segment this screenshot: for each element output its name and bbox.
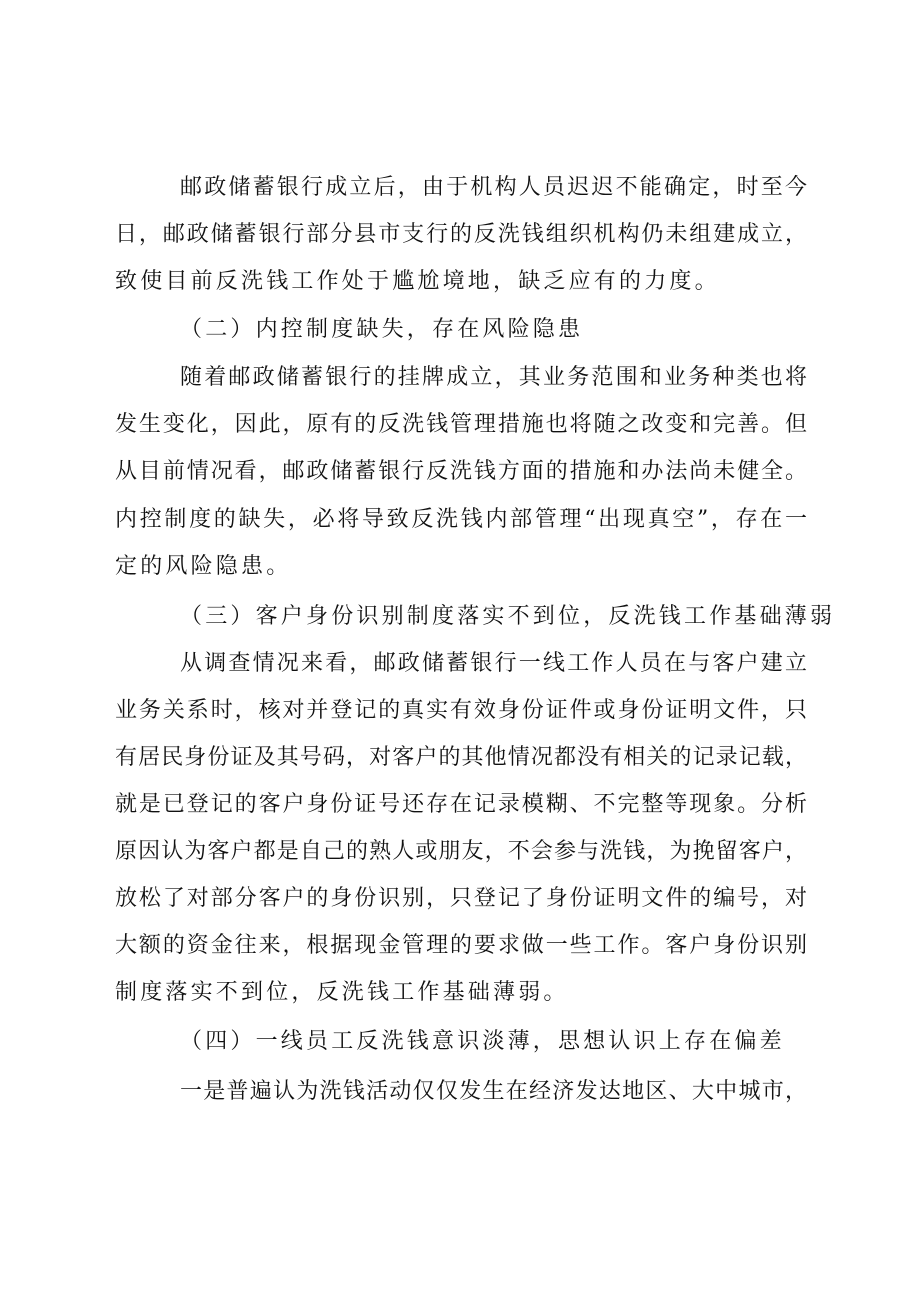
paragraph-line: 邮政储蓄银行成立后，由于机构人员迟迟不能确定，时至今 xyxy=(180,175,807,200)
paragraph-line: 原因认为客户都是自己的熟人或朋友，不会参与洗钱，为挽留客户， xyxy=(115,839,807,864)
paragraph-line: 随着邮政储蓄银行的挂牌成立，其业务范围和业务种类也将 xyxy=(180,365,807,390)
paragraph-line: 就是已登记的客户身份证号还存在记录模糊、不完整等现象。分析 xyxy=(115,792,807,817)
paragraph-line: 从调查情况来看，邮政储蓄银行一线工作人员在与客户建立 xyxy=(180,651,807,676)
paragraph-line: 业务关系时，核对并登记的真实有效身份证件或身份证明文件，只 xyxy=(115,698,807,723)
paragraph-line: 从目前情况看，邮政储蓄银行反洗钱方面的措施和办法尚未健全。 xyxy=(115,459,807,484)
paragraph-line: 一是普遍认为洗钱活动仅仅发生在经济发达地区、大中城市， xyxy=(180,1079,807,1104)
paragraph-line: 制度落实不到位，反洗钱工作基础薄弱。 xyxy=(115,980,569,1005)
paragraph-line: 大额的资金往来，根据现金管理的要求做一些工作。客户身份识别 xyxy=(115,933,807,958)
paragraph-line: 放松了对部分客户的身份识别，只登记了身份证明文件的编号，对 xyxy=(115,886,807,911)
section-heading: （三）客户身份识别制度落实不到位，反洗钱工作基础薄弱 xyxy=(180,604,836,629)
paragraph-line: 发生变化，因此，原有的反洗钱管理措施也将随之改变和完善。但 xyxy=(115,412,807,437)
paragraph-line: 日，邮政储蓄银行部分县市支行的反洗钱组织机构仍未组建成立， xyxy=(115,222,807,247)
paragraph-line: 定的风险隐患。 xyxy=(115,554,292,579)
paragraph-line: 内控制度的缺失，必将导致反洗钱内部管理“出现真空”，存在一 xyxy=(115,507,807,532)
paragraph-line: 有居民身份证及其号码，对客户的其他情况都没有相关的记录记载， xyxy=(115,745,807,770)
paragraph-line: 致使目前反洗钱工作处于尴尬境地，缺乏应有的力度。 xyxy=(115,269,720,294)
section-heading: （四）一线员工反洗钱意识淡薄，思想认识上存在偏差 xyxy=(180,1029,785,1054)
section-heading: （二）内控制度缺失，存在风险隐患 xyxy=(180,317,584,342)
